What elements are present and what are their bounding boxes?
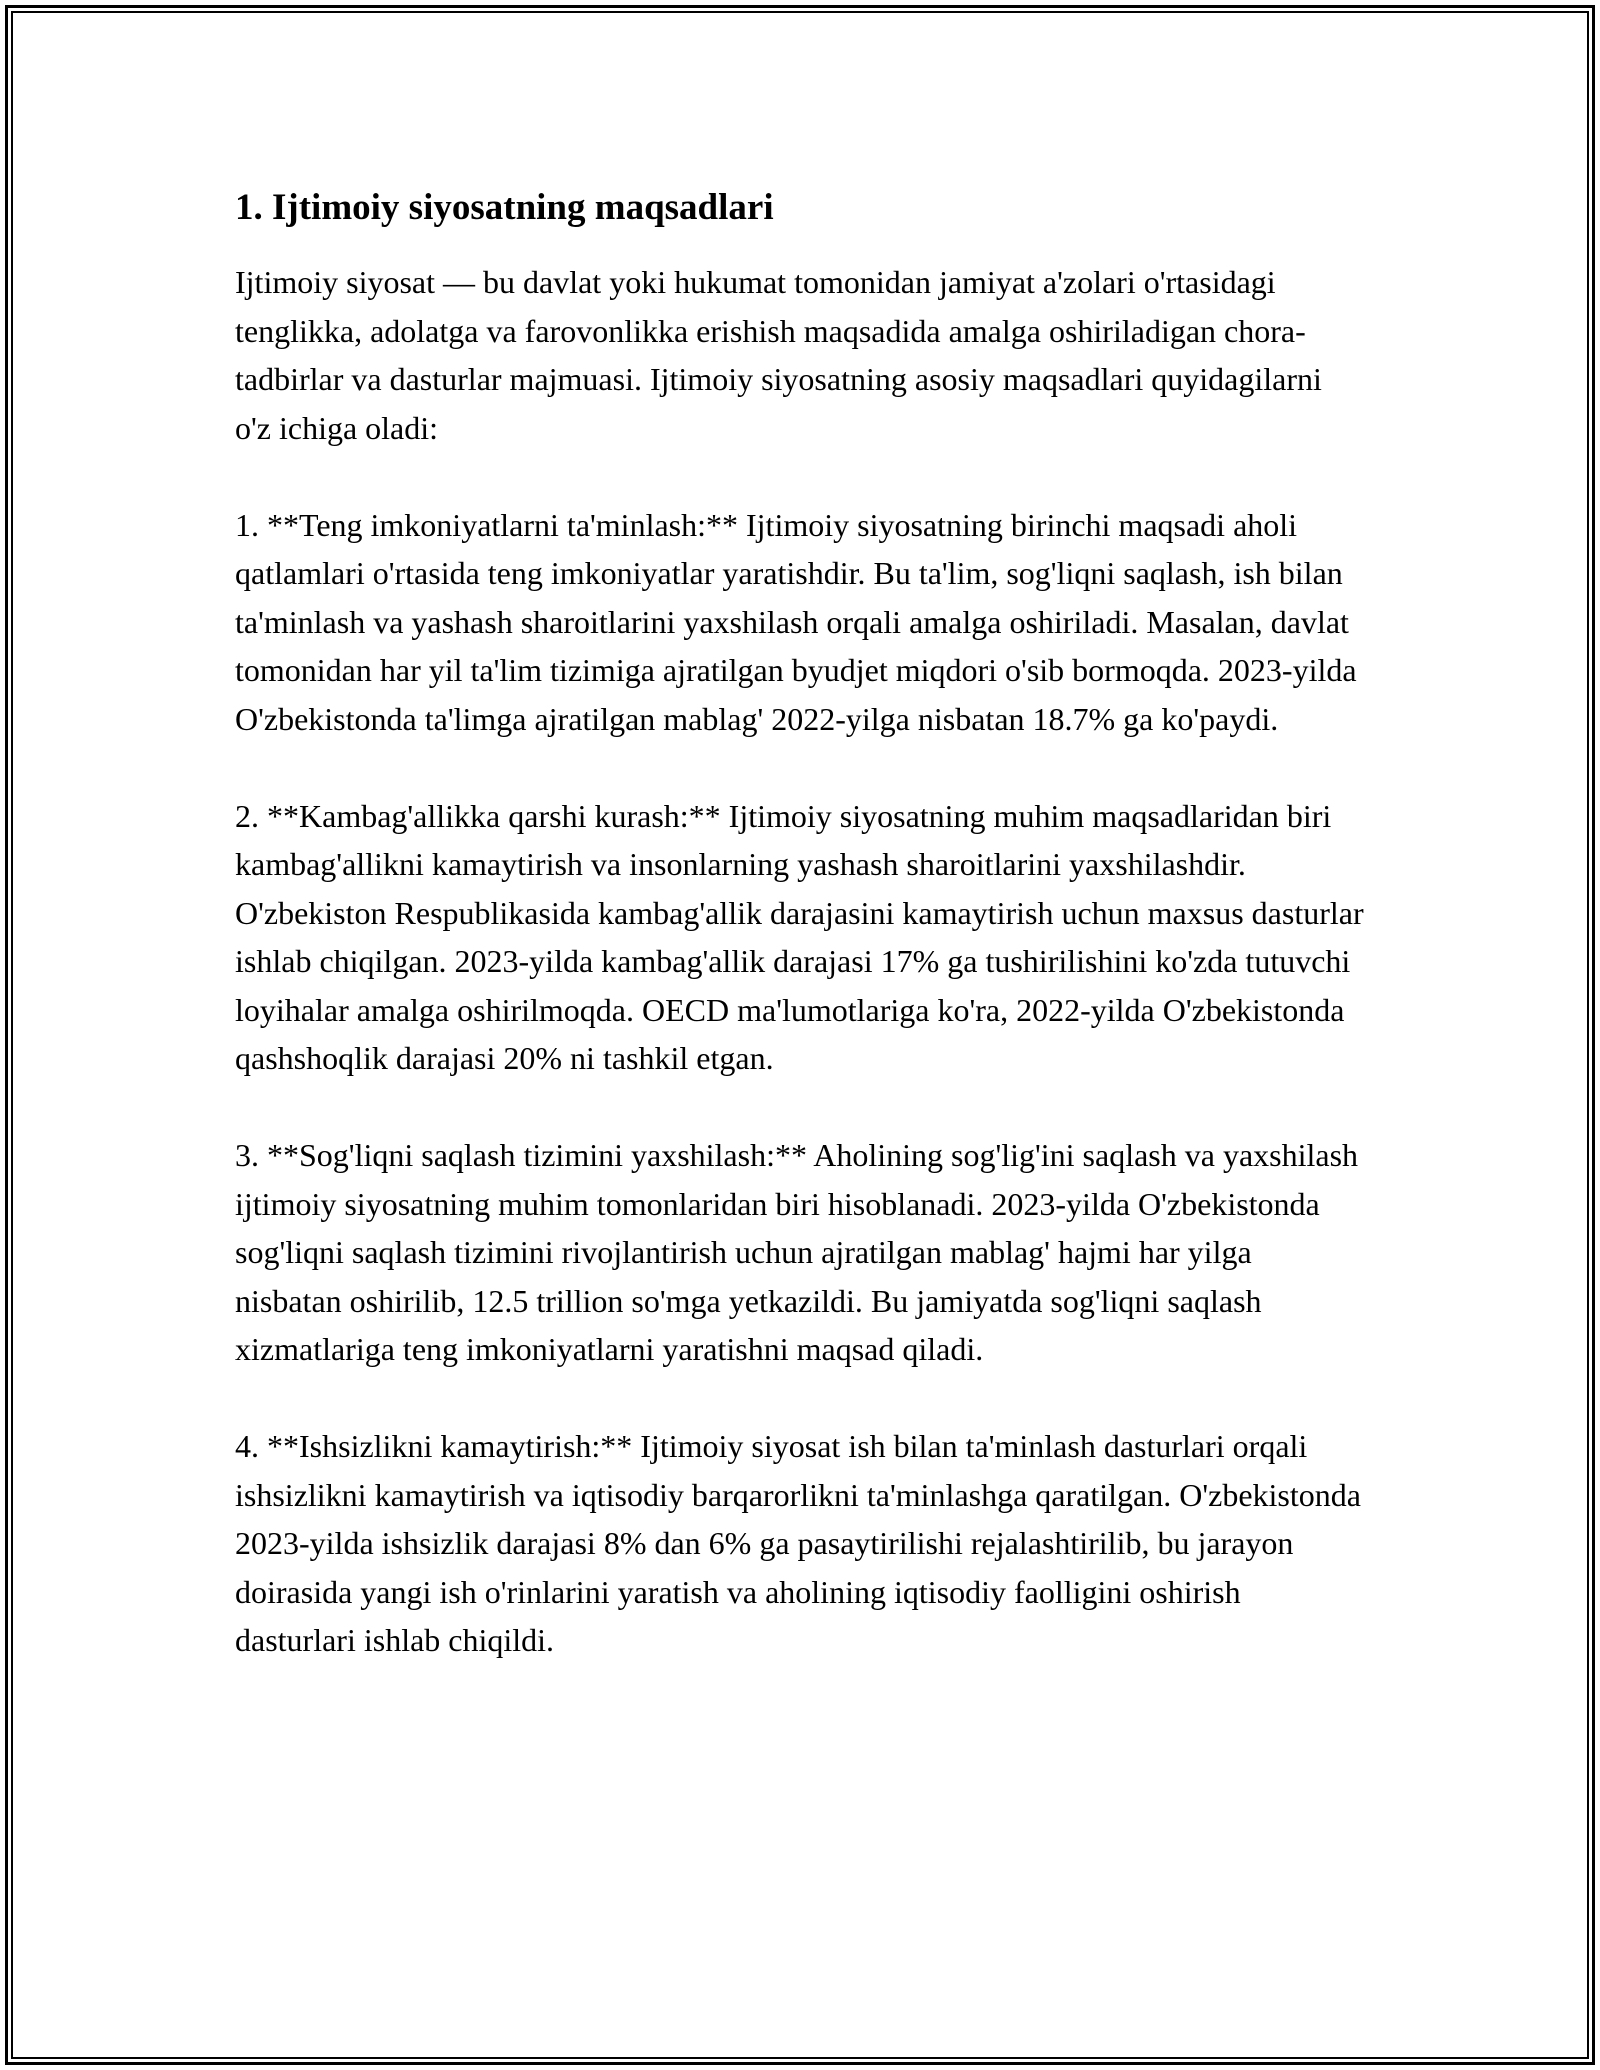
paragraph-equal-opportunities: 1. **Teng imkoniyatlarni ta'minlash:** Ijtimoiy siyosatning birinchi maqsadi aholi qatlamlari o'rtasida teng imkoniyatlar yaratishdir. Bu ta'lim, sog'liqni saqlash, ish bilan ta'minlash va yashash sharoitlarini yaxshilash orqali amalga oshiriladi. Masalan, davlat tomonidan har yil ta'lim tizimiga ajratilgan byudjet miqdori o'sib bormoqda. 2023-yilda O'zbekistonda ta'limga ajratilgan mablag' 2022-yilga nisbatan 18.7% ga ko'paydi. [235, 506, 1357, 737]
paragraph-healthcare: 3. **Sog'liqni saqlash tizimini yaxshilash:** Aholining sog'lig'ini saqlash va yaxshilash ijtimoiy siyosatning muhim tomonlaridan biri hisoblanadi. 2023-yilda O'zbekistonda sog'liqni saqlash tizimini rivojlantirish uchun ajratilgan mablag' hajmi har yilga nisbatan oshirilib, 12.5 trillion so'mga yetkazildi. Bu jamiyatda sog'liqni saqlash xizmatlariga teng imkoniyatlarni yaratishni maqsad qiladi. [235, 1137, 1359, 1367]
document-body [235, 186, 1365, 1713]
paragraph-poverty: 2. **Kambag'allikka qarshi kurash:** Ijtimoiy siyosatning muhim maqsadlaridan biri kambag'allikni kamaytirish va insonlarning yashash sharoitlarini yaxshilashdir. O'zbekiston Respublikasida kambag'allik darajasini kamaytirish uchun maxsus dasturlar ishlab chiqilgan. 2023-yilda kambag'allik darajasi 17% ga tushirilishini ko'zda tutuvchi loyihalar amalga oshirilmoqda. OECD ma'lumotlariga ko'ra, 2022-yilda O'zbekistonda qashshoqlik darajasi 20% ni tashkil etgan. [235, 797, 1364, 1076]
paragraph-unemployment: 4. **Ishsizlikni kamaytirish:** Ijtimoiy siyosat ish bilan ta'minlash dasturlari orqali ishsizlikni kamaytirish va iqtisodiy barqarorlikni ta'minlashga qaratilgan. O'zbekistonda 2023-yilda ishsizlik darajasi 8% dan 6% ga pasaytirilishi rejalashtirilib, bu jarayon doirasida yangi ish o'rinlarini yaratish va aholining iqtisodiy faolligini oshirish dasturlari ishlab chiqildi. [235, 1428, 1361, 1658]
section-heading: 1. Ijtimoiy siyosatning maqsadlari [235, 187, 774, 228]
intro-paragraph: Ijtimoiy siyosat — bu davlat yoki hukumat tomonidan jamiyat a'zolari o'rtasidagi tenglikka, adolatga va farovonlikka erishish maqsadida amalga oshiriladigan chora-tadbirlar va dasturlar majmuasi. Ijtimoiy siyosatning asosiy maqsadlari quyidagilarni o'z ichiga oladi: [235, 264, 1322, 446]
